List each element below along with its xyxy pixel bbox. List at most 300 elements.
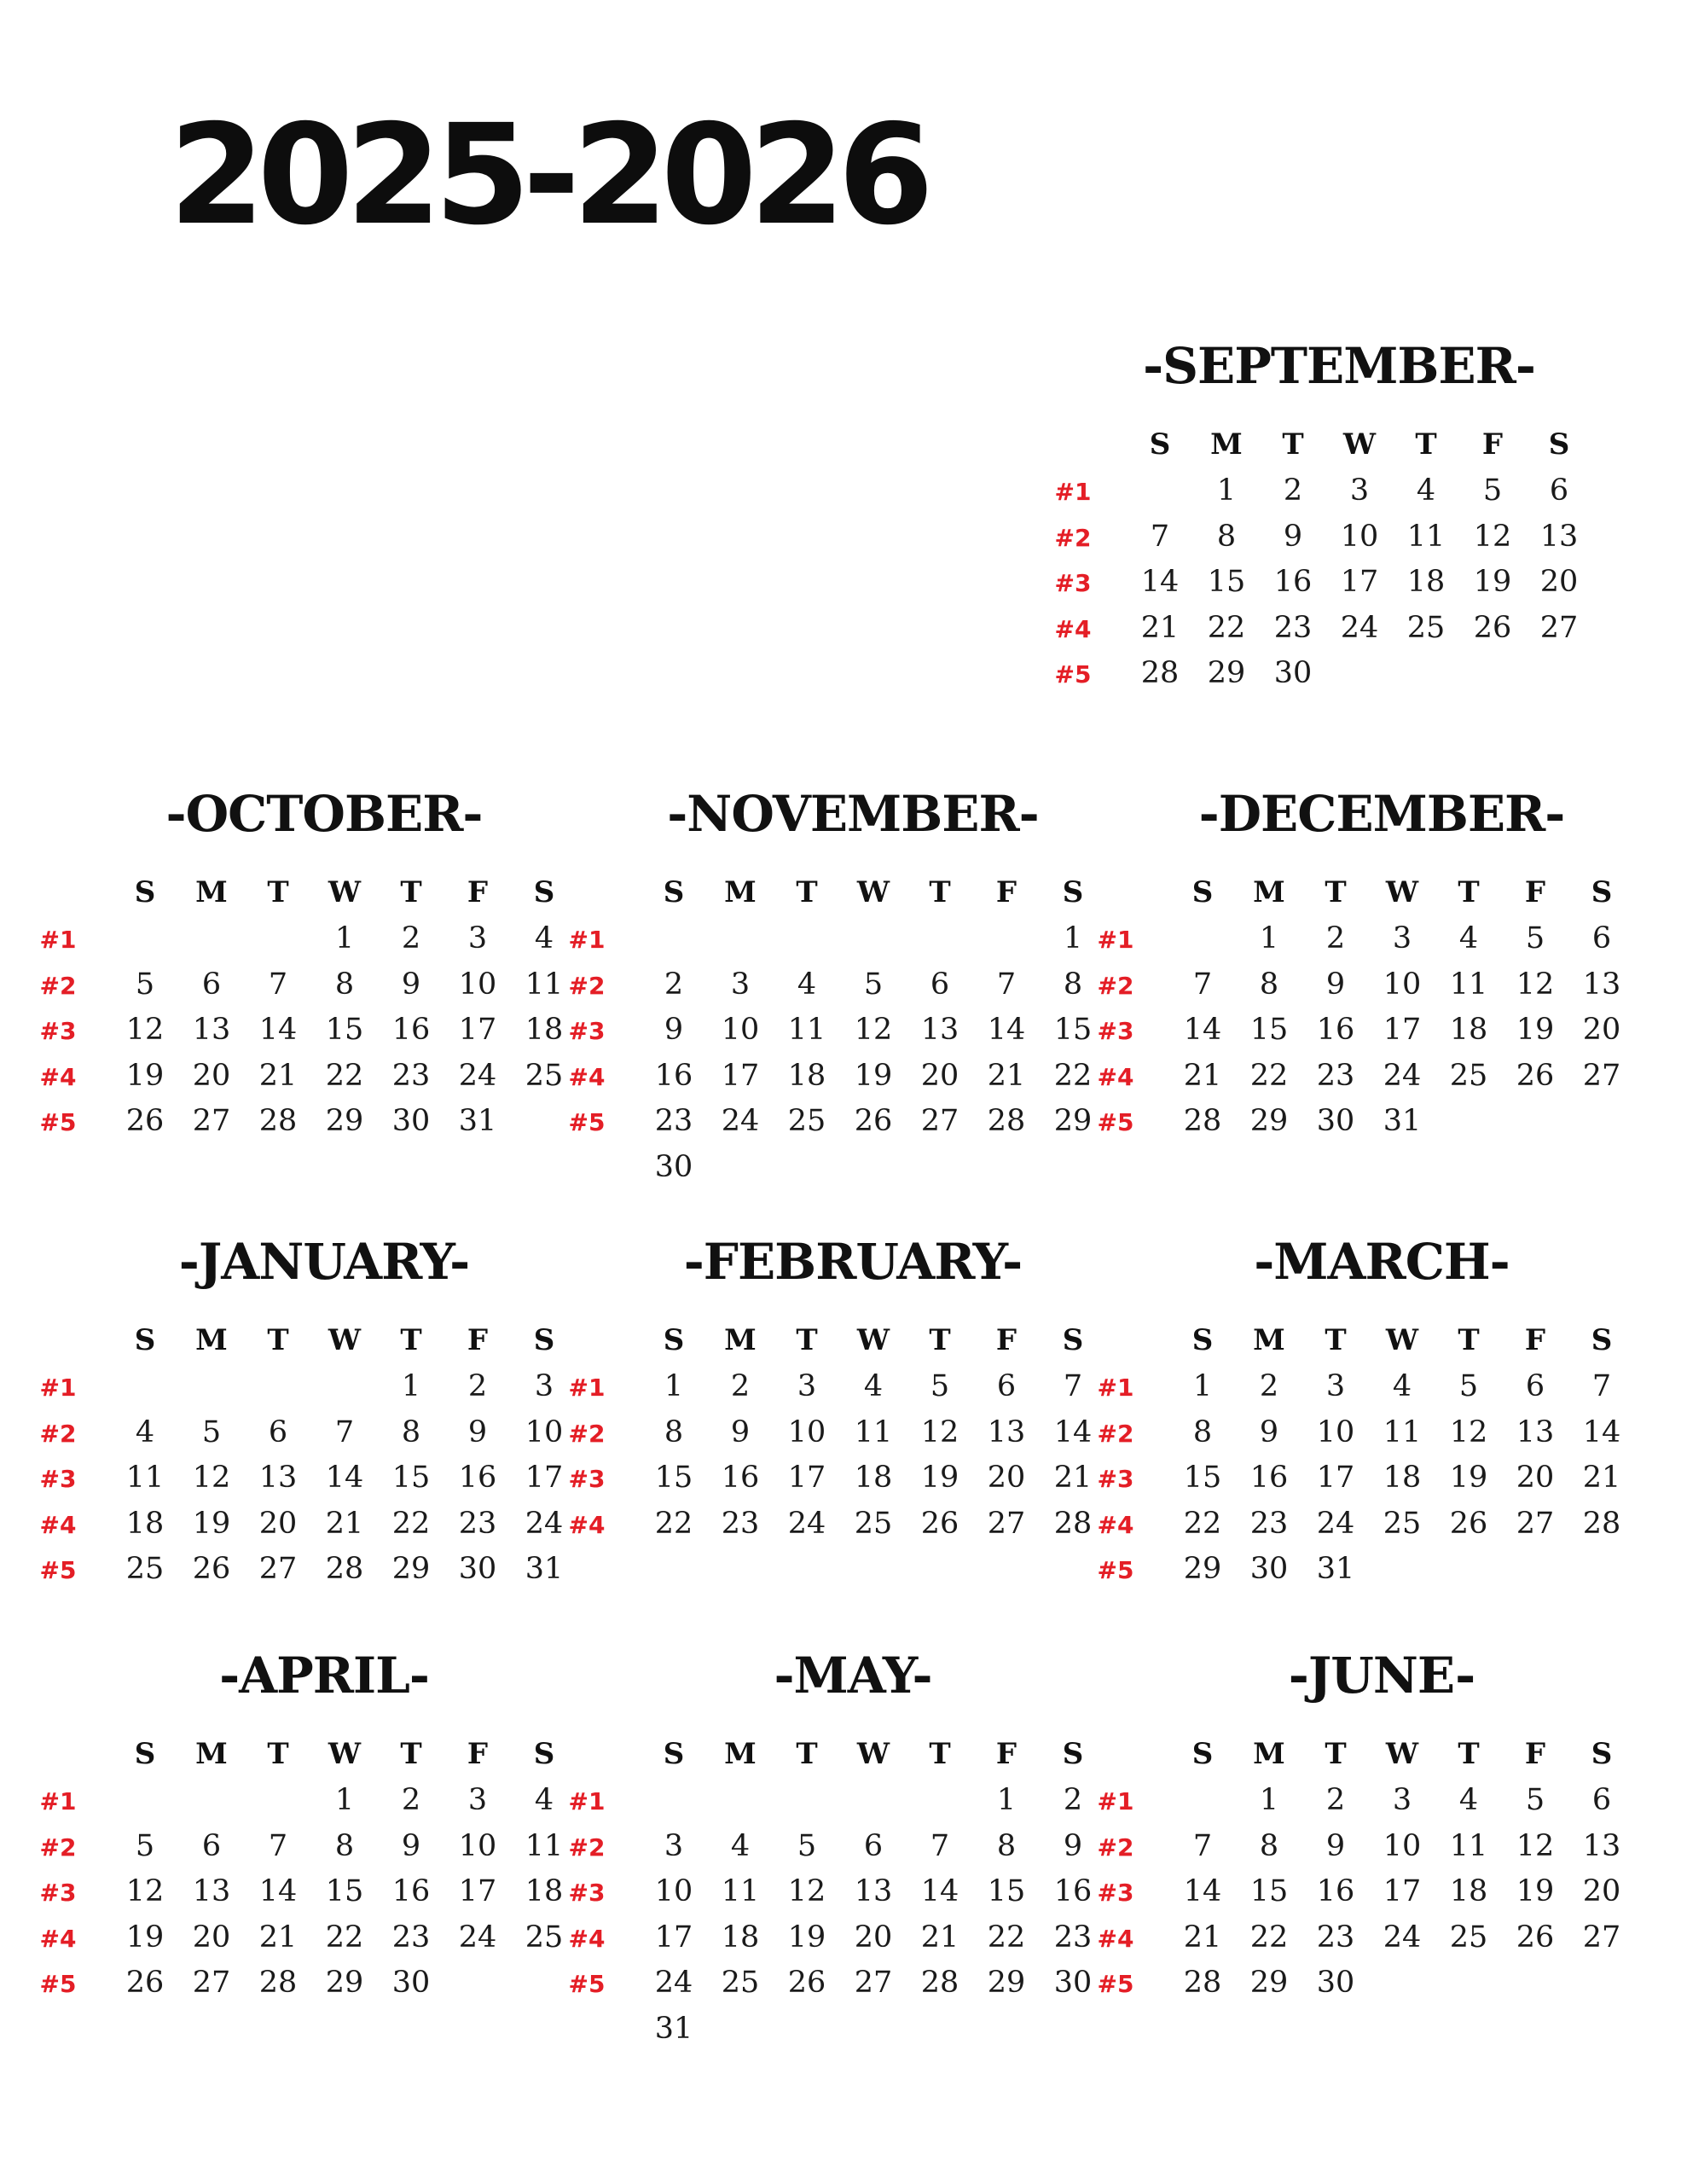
day-number: 3 xyxy=(534,1369,554,1403)
day-number: 12 xyxy=(1516,967,1555,1002)
week-number-label: #5 xyxy=(39,1556,77,1584)
week-number-label: #1 xyxy=(39,1374,77,1402)
day-number: 19 xyxy=(192,1506,231,1541)
weekday-header: T xyxy=(400,1737,422,1771)
week-number-label: #2 xyxy=(39,1833,77,1862)
day-number: 5 xyxy=(1525,921,1545,956)
weekday-header: W xyxy=(328,875,362,909)
day-number: 3 xyxy=(730,967,751,1002)
weekday-header: S xyxy=(1062,875,1084,909)
day-number: 11 xyxy=(787,1013,826,1047)
weekday-header: S xyxy=(1149,427,1171,462)
day-number: 18 xyxy=(125,1506,165,1541)
day-number: 30 xyxy=(1053,1966,1093,2000)
day-number: 19 xyxy=(787,1920,826,1955)
day-number: 13 xyxy=(854,1874,893,1908)
day-number: 22 xyxy=(1249,1058,1289,1093)
month-name: -DECEMBER- xyxy=(1198,785,1565,843)
day-number: 22 xyxy=(1053,1058,1093,1093)
week-number-label: #3 xyxy=(1054,569,1092,597)
day-number: 5 xyxy=(1458,1369,1479,1403)
weekday-header: W xyxy=(1342,427,1377,462)
day-number: 4 xyxy=(534,921,554,956)
day-number: 30 xyxy=(654,1149,693,1184)
day-number: 15 xyxy=(1249,1874,1289,1908)
day-number: 24 xyxy=(787,1506,826,1541)
day-number: 4 xyxy=(1392,1369,1412,1403)
day-number: 16 xyxy=(391,1013,431,1047)
day-number: 21 xyxy=(258,1920,298,1955)
day-number: 23 xyxy=(721,1506,760,1541)
weekday-header: T xyxy=(796,875,818,909)
day-number: 25 xyxy=(1449,1058,1488,1093)
day-number: 12 xyxy=(125,1013,165,1047)
weekday-header: S xyxy=(1062,1323,1084,1357)
weekday-header: W xyxy=(328,1323,362,1357)
week-number-label: #1 xyxy=(568,926,606,954)
day-number: 1 xyxy=(996,1783,1017,1817)
day-number: 22 xyxy=(325,1058,364,1093)
day-number: 29 xyxy=(1249,1966,1289,2000)
day-number: 23 xyxy=(1316,1058,1355,1093)
day-number: 19 xyxy=(1473,565,1512,599)
weekday-header: W xyxy=(856,1323,890,1357)
week-number-label: #5 xyxy=(1097,1970,1134,1998)
week-number-label: #5 xyxy=(1097,1556,1134,1584)
day-number: 18 xyxy=(525,1013,564,1047)
weekday-header: S xyxy=(1191,875,1214,909)
day-number: 18 xyxy=(1383,1461,1422,1495)
day-number: 19 xyxy=(920,1461,959,1495)
day-number: 14 xyxy=(987,1013,1026,1047)
day-number: 9 xyxy=(730,1414,751,1449)
day-number: 1 xyxy=(1063,921,1083,956)
week-number-label: #4 xyxy=(1054,614,1092,643)
day-number: 26 xyxy=(1449,1506,1488,1541)
week-number-label: #2 xyxy=(39,1419,77,1448)
day-number: 22 xyxy=(1207,610,1246,645)
day-number: 19 xyxy=(125,1058,165,1093)
day-number: 14 xyxy=(1582,1414,1621,1449)
day-number: 17 xyxy=(654,1920,693,1955)
week-number-label: #3 xyxy=(1097,1879,1134,1907)
day-number: 22 xyxy=(1183,1506,1222,1541)
day-number: 26 xyxy=(920,1506,959,1541)
day-number: 10 xyxy=(1383,967,1422,1002)
weekday-header: F xyxy=(995,1323,1017,1357)
day-number: 6 xyxy=(1525,1369,1545,1403)
month-name: -MAY- xyxy=(774,1647,932,1705)
day-number: 15 xyxy=(987,1874,1026,1908)
weekday-header: S xyxy=(663,1737,685,1771)
weekday-header: M xyxy=(724,1737,757,1771)
day-number: 12 xyxy=(125,1874,165,1908)
day-number: 1 xyxy=(1259,1783,1279,1817)
day-number: 1 xyxy=(1259,921,1279,956)
weekday-header: S xyxy=(1191,1323,1214,1357)
day-number: 12 xyxy=(192,1461,231,1495)
weekday-header: M xyxy=(1253,1323,1285,1357)
week-number-label: #4 xyxy=(568,1924,606,1953)
day-number: 13 xyxy=(258,1461,298,1495)
weekday-header: W xyxy=(856,875,890,909)
day-number: 6 xyxy=(201,1828,222,1863)
day-number: 30 xyxy=(1316,1104,1355,1138)
week-number-label: #3 xyxy=(39,1879,77,1907)
day-number: 20 xyxy=(258,1506,298,1541)
day-number: 6 xyxy=(930,967,950,1002)
day-number: 29 xyxy=(325,1104,364,1138)
day-number: 13 xyxy=(1516,1414,1555,1449)
day-number: 25 xyxy=(1449,1920,1488,1955)
week-number-label: #5 xyxy=(568,1970,606,1998)
weekday-header: T xyxy=(1458,1323,1480,1357)
day-number: 8 xyxy=(1192,1414,1213,1449)
month-name: -OCTOBER- xyxy=(165,785,483,843)
day-number: 7 xyxy=(268,967,288,1002)
weekday-header: T xyxy=(1325,875,1347,909)
day-number: 9 xyxy=(467,1414,488,1449)
day-number: 5 xyxy=(1482,473,1503,508)
day-number: 31 xyxy=(458,1104,497,1138)
day-number: 17 xyxy=(1383,1874,1422,1908)
week-number-label: #4 xyxy=(39,1062,77,1091)
day-number: 9 xyxy=(664,1013,684,1047)
day-number: 1 xyxy=(664,1369,684,1403)
day-number: 30 xyxy=(391,1966,431,2000)
weekday-header: M xyxy=(195,1737,228,1771)
day-number: 17 xyxy=(787,1461,826,1495)
day-number: 8 xyxy=(334,1828,355,1863)
week-number-label: #4 xyxy=(1097,1510,1134,1539)
day-number: 5 xyxy=(930,1369,950,1403)
day-number: 24 xyxy=(721,1104,760,1138)
day-number: 28 xyxy=(1582,1506,1621,1541)
day-number: 27 xyxy=(192,1104,231,1138)
week-number-label: #1 xyxy=(568,1787,606,1815)
day-number: 30 xyxy=(1249,1552,1289,1586)
day-number: 30 xyxy=(391,1104,431,1138)
weekday-header: F xyxy=(1524,1323,1546,1357)
weekday-header: S xyxy=(1591,1737,1613,1771)
day-number: 19 xyxy=(1449,1461,1488,1495)
day-number: 25 xyxy=(854,1506,893,1541)
day-number: 13 xyxy=(1582,1828,1621,1863)
day-number: 4 xyxy=(730,1828,751,1863)
month-name: -SEPTEMBER- xyxy=(1143,337,1535,395)
day-number: 14 xyxy=(325,1461,364,1495)
day-number: 3 xyxy=(797,1369,817,1403)
weekday-header: T xyxy=(929,1323,951,1357)
week-number-label: #5 xyxy=(1054,660,1092,688)
day-number: 24 xyxy=(1316,1506,1355,1541)
day-number: 24 xyxy=(458,1920,497,1955)
day-number: 14 xyxy=(258,1874,298,1908)
day-number: 17 xyxy=(721,1058,760,1093)
day-number: 11 xyxy=(525,1828,564,1863)
day-number: 25 xyxy=(787,1104,826,1138)
day-number: 10 xyxy=(525,1414,564,1449)
day-number: 24 xyxy=(1340,610,1379,645)
weekday-header: T xyxy=(267,1737,289,1771)
week-number-label: #1 xyxy=(39,926,77,954)
day-number: 25 xyxy=(525,1920,564,1955)
week-number-label: #4 xyxy=(568,1510,606,1539)
week-number-label: #5 xyxy=(1097,1108,1134,1136)
week-number-label: #2 xyxy=(1097,1419,1134,1448)
day-number: 21 xyxy=(1183,1058,1222,1093)
week-number-label: #5 xyxy=(568,1108,606,1136)
day-number: 22 xyxy=(391,1506,431,1541)
day-number: 22 xyxy=(987,1920,1026,1955)
day-number: 20 xyxy=(1582,1013,1621,1047)
day-number: 17 xyxy=(1340,565,1379,599)
day-number: 8 xyxy=(1216,519,1237,554)
weekday-header: S xyxy=(134,875,156,909)
day-number: 16 xyxy=(1053,1874,1093,1908)
day-number: 25 xyxy=(721,1966,760,2000)
day-number: 26 xyxy=(1473,610,1512,645)
weekday-header: F xyxy=(1524,875,1546,909)
day-number: 2 xyxy=(1259,1369,1279,1403)
day-number: 13 xyxy=(1539,519,1579,554)
day-number: 16 xyxy=(1273,565,1313,599)
weekday-header: T xyxy=(1325,1737,1347,1771)
day-number: 11 xyxy=(525,967,564,1002)
day-number: 22 xyxy=(654,1506,693,1541)
day-number: 8 xyxy=(334,967,355,1002)
day-number: 17 xyxy=(1316,1461,1355,1495)
day-number: 21 xyxy=(920,1920,959,1955)
month-name: -NOVEMBER- xyxy=(667,785,1039,843)
week-number-label: #2 xyxy=(39,971,77,1000)
day-number: 2 xyxy=(401,921,421,956)
day-number: 25 xyxy=(1383,1506,1422,1541)
weekday-header: S xyxy=(533,1323,555,1357)
weekday-header: F xyxy=(467,875,489,909)
weekday-header: F xyxy=(467,1323,489,1357)
day-number: 2 xyxy=(1063,1783,1083,1817)
day-number: 28 xyxy=(258,1966,298,2000)
day-number: 31 xyxy=(1316,1552,1355,1586)
weekday-header: S xyxy=(1548,427,1570,462)
day-number: 27 xyxy=(920,1104,959,1138)
day-number: 24 xyxy=(1383,1920,1422,1955)
day-number: 8 xyxy=(1259,1828,1279,1863)
weekday-header: S xyxy=(533,875,555,909)
day-number: 4 xyxy=(135,1414,155,1449)
day-number: 23 xyxy=(1053,1920,1093,1955)
day-number: 1 xyxy=(334,921,355,956)
day-number: 7 xyxy=(334,1414,355,1449)
day-number: 3 xyxy=(467,1783,488,1817)
day-number: 27 xyxy=(1539,610,1579,645)
day-number: 14 xyxy=(1053,1414,1093,1449)
day-number: 29 xyxy=(1207,656,1246,690)
day-number: 4 xyxy=(1416,473,1436,508)
month-name: -MARCH- xyxy=(1254,1233,1510,1291)
week-number-label: #1 xyxy=(39,1787,77,1815)
weekday-header: S xyxy=(134,1737,156,1771)
day-number: 9 xyxy=(401,967,421,1002)
week-number-label: #4 xyxy=(1097,1924,1134,1953)
week-number-label: #2 xyxy=(568,1833,606,1862)
day-number: 18 xyxy=(787,1058,826,1093)
day-number: 15 xyxy=(654,1461,693,1495)
day-number: 20 xyxy=(1582,1874,1621,1908)
week-number-label: #3 xyxy=(39,1017,77,1045)
day-number: 6 xyxy=(1591,1783,1612,1817)
day-number: 9 xyxy=(1325,1828,1346,1863)
day-number: 21 xyxy=(1053,1461,1093,1495)
day-number: 9 xyxy=(1063,1828,1083,1863)
day-number: 6 xyxy=(268,1414,288,1449)
weekday-header: T xyxy=(929,875,951,909)
day-number: 28 xyxy=(1140,656,1180,690)
day-number: 15 xyxy=(1183,1461,1222,1495)
day-number: 18 xyxy=(1449,1013,1488,1047)
weekday-header: M xyxy=(724,1323,757,1357)
day-number: 27 xyxy=(1516,1506,1555,1541)
day-number: 25 xyxy=(1406,610,1446,645)
day-number: 24 xyxy=(525,1506,564,1541)
weekday-header: T xyxy=(1458,1737,1480,1771)
day-number: 1 xyxy=(334,1783,355,1817)
day-number: 23 xyxy=(391,1920,431,1955)
day-number: 15 xyxy=(325,1013,364,1047)
weekday-header: T xyxy=(1282,427,1304,462)
day-number: 11 xyxy=(854,1414,893,1449)
day-number: 9 xyxy=(1283,519,1303,554)
day-number: 12 xyxy=(854,1013,893,1047)
day-number: 26 xyxy=(125,1104,165,1138)
day-number: 3 xyxy=(1392,921,1412,956)
weekday-header: T xyxy=(400,1323,422,1357)
day-number: 29 xyxy=(391,1552,431,1586)
weekday-header: W xyxy=(856,1737,890,1771)
day-number: 21 xyxy=(987,1058,1026,1093)
day-number: 21 xyxy=(258,1058,298,1093)
day-number: 21 xyxy=(325,1506,364,1541)
day-number: 18 xyxy=(1449,1874,1488,1908)
weekday-header: F xyxy=(1524,1737,1546,1771)
day-number: 10 xyxy=(1316,1414,1355,1449)
day-number: 4 xyxy=(797,967,817,1002)
day-number: 3 xyxy=(1325,1369,1346,1403)
day-number: 26 xyxy=(125,1966,165,2000)
day-number: 9 xyxy=(401,1828,421,1863)
day-number: 8 xyxy=(401,1414,421,1449)
day-number: 23 xyxy=(391,1058,431,1093)
day-number: 24 xyxy=(1383,1058,1422,1093)
day-number: 13 xyxy=(1582,967,1621,1002)
weekday-header: S xyxy=(1062,1737,1084,1771)
weekday-header: T xyxy=(267,875,289,909)
day-number: 20 xyxy=(854,1920,893,1955)
weekday-header: T xyxy=(1325,1323,1347,1357)
day-number: 6 xyxy=(863,1828,884,1863)
weekday-header: W xyxy=(1385,1323,1419,1357)
weekday-header: W xyxy=(1385,875,1419,909)
weekday-header: S xyxy=(1591,875,1613,909)
day-number: 29 xyxy=(1183,1552,1222,1586)
day-number: 29 xyxy=(1053,1104,1093,1138)
day-number: 29 xyxy=(987,1966,1026,2000)
weekday-header: T xyxy=(400,875,422,909)
day-number: 8 xyxy=(996,1828,1017,1863)
weekday-header: M xyxy=(1210,427,1243,462)
day-number: 11 xyxy=(1406,519,1446,554)
day-number: 4 xyxy=(1458,921,1479,956)
day-number: 22 xyxy=(325,1920,364,1955)
day-number: 15 xyxy=(1207,565,1246,599)
weekday-header: M xyxy=(195,875,228,909)
day-number: 14 xyxy=(920,1874,959,1908)
day-number: 17 xyxy=(525,1461,564,1495)
day-number: 7 xyxy=(996,967,1017,1002)
day-number: 15 xyxy=(325,1874,364,1908)
day-number: 24 xyxy=(458,1058,497,1093)
week-number-label: #3 xyxy=(1097,1017,1134,1045)
weekday-header: S xyxy=(1591,1323,1613,1357)
week-number-label: #2 xyxy=(568,971,606,1000)
day-number: 20 xyxy=(192,1920,231,1955)
day-number: 24 xyxy=(654,1966,693,2000)
day-number: 19 xyxy=(1516,1013,1555,1047)
day-number: 11 xyxy=(1383,1414,1422,1449)
weekday-header: M xyxy=(1253,1737,1285,1771)
day-number: 27 xyxy=(258,1552,298,1586)
day-number: 11 xyxy=(1449,967,1488,1002)
weekday-header: S xyxy=(663,1323,685,1357)
day-number: 18 xyxy=(1406,565,1446,599)
day-number: 12 xyxy=(1473,519,1512,554)
day-number: 2 xyxy=(664,967,684,1002)
day-number: 7 xyxy=(930,1828,950,1863)
day-number: 9 xyxy=(1325,967,1346,1002)
weekday-header: F xyxy=(995,875,1017,909)
week-number-label: #4 xyxy=(39,1924,77,1953)
day-number: 15 xyxy=(391,1461,431,1495)
day-number: 16 xyxy=(1316,1874,1355,1908)
weekday-header: M xyxy=(195,1323,228,1357)
day-number: 20 xyxy=(192,1058,231,1093)
day-number: 20 xyxy=(1516,1461,1555,1495)
week-number-label: #3 xyxy=(39,1465,77,1493)
day-number: 19 xyxy=(854,1058,893,1093)
day-number: 20 xyxy=(920,1058,959,1093)
day-number: 8 xyxy=(664,1414,684,1449)
weekday-header: F xyxy=(1481,427,1504,462)
day-number: 2 xyxy=(467,1369,488,1403)
day-number: 10 xyxy=(458,967,497,1002)
day-number: 2 xyxy=(1325,921,1346,956)
day-number: 23 xyxy=(1316,1920,1355,1955)
week-number-label: #3 xyxy=(1097,1465,1134,1493)
day-number: 16 xyxy=(1316,1013,1355,1047)
day-number: 31 xyxy=(1383,1104,1422,1138)
day-number: 12 xyxy=(1516,1828,1555,1863)
day-number: 26 xyxy=(854,1104,893,1138)
day-number: 28 xyxy=(1183,1966,1222,2000)
day-number: 27 xyxy=(1582,1058,1621,1093)
month-name: -APRIL- xyxy=(219,1647,429,1705)
weekday-header: T xyxy=(929,1737,951,1771)
day-number: 10 xyxy=(1383,1828,1422,1863)
day-number: 15 xyxy=(1249,1013,1289,1047)
weekday-header: S xyxy=(1191,1737,1214,1771)
day-number: 7 xyxy=(1063,1369,1083,1403)
